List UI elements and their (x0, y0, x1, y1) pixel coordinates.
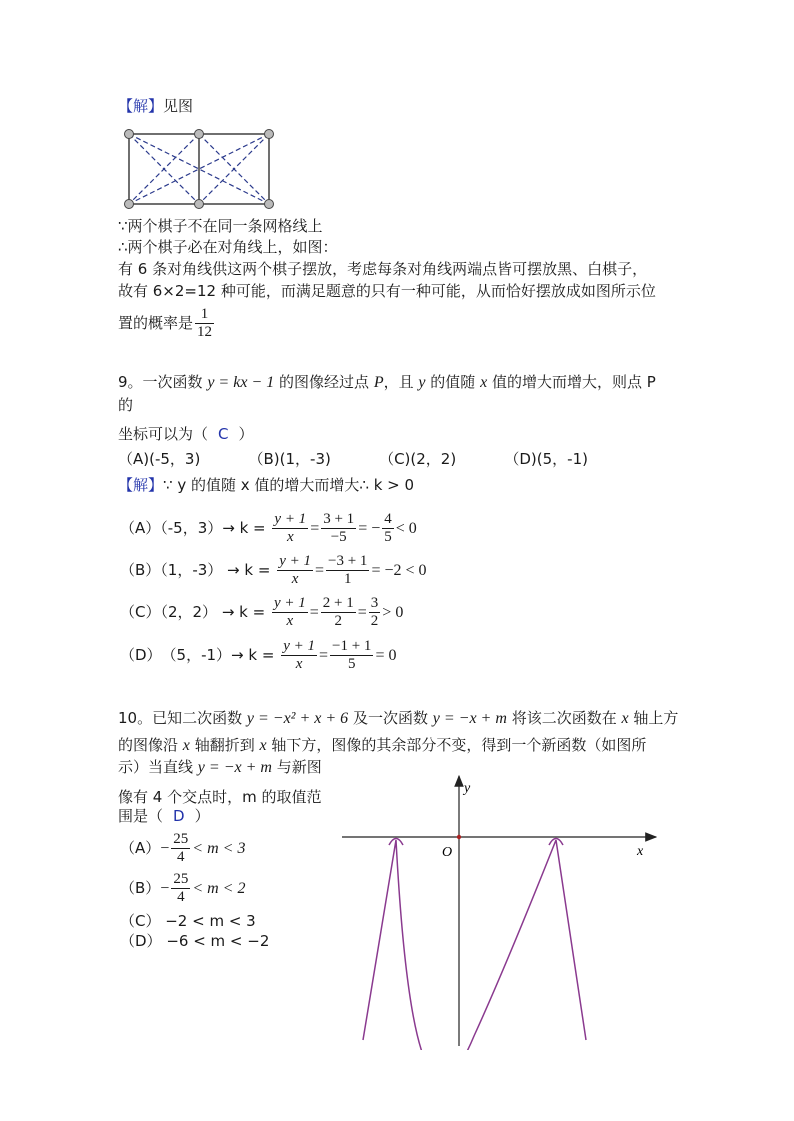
probability-fraction: $\frac{1}{12}$ (197, 306, 213, 340)
q10-option-b: （B）− $\frac{25}{4}$ < m < 2 (120, 871, 246, 905)
check-row-c: （C）（2，2） → k = $\frac{y + 1}{x}$ = $\frac{2 + 1}{2}$ = $\frac{3}{2}$ > 0 (120, 595, 404, 629)
q10-stem-line3: 示）当直线 y = −x + m 与新图 (118, 758, 322, 776)
q9-solution-heading: 【解】∵ y 的值随 x 值的增大而增大∴ k > 0 (118, 476, 415, 494)
q9-stem-line3: 坐标可以为（ C ） (118, 425, 254, 443)
q8-line5: 置的概率是 $\frac{1}{12}$ (118, 306, 213, 340)
q9-stem-line1: 9。一次函数 y = kx − 1 的图像经过点 P，且 y 的值随 x 值的增大而增大，则点 P (118, 373, 656, 391)
q8-solution-heading (118, 96, 193, 116)
origin-point (457, 835, 461, 839)
q10-stem-line1: 10。已知二次函数 y = −x² + x + 6 及一次函数 y = −x + m 将该二次函数在 x 轴上方 (118, 709, 679, 727)
option-c: （C)(2，2) (379, 450, 457, 468)
q8-line4: 故有 6×2=12 种可能，而满足题意的只有一种可能，从而恰好摆放成如图所示位 (118, 282, 656, 300)
q10-option-c: （C） −2 < m < 3 (120, 912, 256, 930)
q10-stem-line2: 的图像沿 x 轴翻折到 x 轴下方，图像的其余部分不变，得到一个新函数（如图所 (118, 736, 647, 754)
folded-peaks (389, 839, 563, 846)
q10-answer: D (173, 807, 185, 825)
origin-label: O (442, 845, 453, 860)
q10-option-a: （A）− $\frac{25}{4}$ < m < 3 (120, 831, 246, 865)
check-row-d: （D） （5，-1）→ k = $\frac{y + 1}{x}$ = $\frac{-1 + 1}{5}$ = 0 (120, 638, 397, 672)
q10-option-d: （D） −6 < m < −2 (120, 932, 270, 950)
q8-line1: ∵两个棋子不在同一条网格线上 (118, 217, 323, 235)
solution-tag: 【解】 (118, 97, 164, 115)
q8-line2: ∴两个棋子必在对角线上，如图： (118, 238, 338, 256)
q9-answer: C (218, 425, 229, 443)
option-a: （A)(-5，3) (118, 450, 201, 468)
new-function-curve (363, 840, 586, 1050)
check-row-b: （B）（1，-3） → k = $\frac{y + 1}{x}$ = $\frac{-3 + 1}{1}$ = −2 < 0 (120, 553, 427, 587)
option-b: （B)(1，-3) (248, 450, 331, 468)
option-d: （D)(5，-1) (504, 450, 588, 468)
check-row-a: （A）（-5，3）→ k = $\frac{y + 1}{x}$ = $\frac{3 + 1}{-5}$ = − $\frac{4}{5}$ < 0 (120, 511, 417, 545)
chessboard-diagram (120, 126, 280, 210)
q10-stem-line5: 围是（ D ） (118, 807, 210, 825)
q10-stem-line4: 像有 4 个交点时，m 的取值范 (118, 788, 322, 806)
q9-options (118, 449, 588, 469)
x-axis-label: x (637, 844, 644, 859)
function-graph (338, 770, 668, 1050)
y-axis-label: y (464, 781, 471, 796)
q8-line3: 有 6 条对角线供这两个棋子摆放，考虑每条对角线两端点皆可摆放黑、白棋子， (118, 260, 648, 278)
solution-text: 见图 (163, 97, 194, 115)
function-expr: y = kx − 1 (207, 374, 275, 391)
q9-stem-line2: 的 (118, 396, 134, 414)
